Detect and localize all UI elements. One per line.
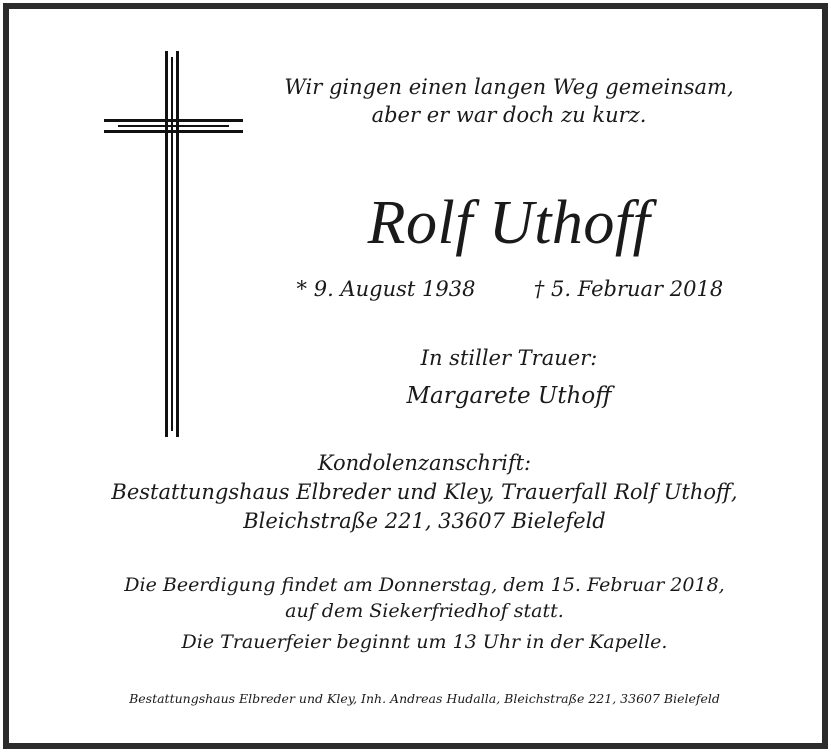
quote [239, 73, 779, 129]
obituary-notice [3, 3, 828, 749]
quote-line-2: aber er war doch zu kurz. [371, 103, 647, 127]
funeral-line-2: auf dem Siekerfriedhof statt. [285, 600, 564, 622]
mourner-name: Margarete Uthoff [406, 383, 612, 409]
deceased-name: Rolf Uthoff [367, 189, 651, 257]
condolence-line-2: Bleichstraße 221, 33607 Bielefeld [243, 509, 606, 533]
footer-imprint: Bestattungshaus Elbreder und Kley, Inh. Andreas Hudalla, Bleichstraße 221, 33607 Bielefeld [129, 691, 720, 706]
death-date: † 5. Februar 2018 [533, 277, 724, 301]
birth-date: * 9. August 1938 [296, 277, 476, 301]
ceremony-info: Die Trauerfeier beginnt um 13 Uhr in der Kapelle. [181, 631, 668, 653]
funeral-info [69, 572, 780, 624]
mourning-label: In stiller Trauer: [420, 346, 598, 370]
condolence-line-1: Bestattungshaus Elbreder und Kley, Trauerfall Rolf Uthoff, [111, 480, 738, 504]
condolence-address [69, 449, 780, 536]
quote-line-1: Wir gingen einen langen Weg gemeinsam, [284, 75, 734, 99]
funeral-line-1: Die Beerdigung findet am Donnerstag, dem 15. Februar 2018, [124, 574, 725, 596]
condolence-label: Kondolenzanschrift: [317, 451, 532, 475]
cross-icon [104, 51, 243, 437]
